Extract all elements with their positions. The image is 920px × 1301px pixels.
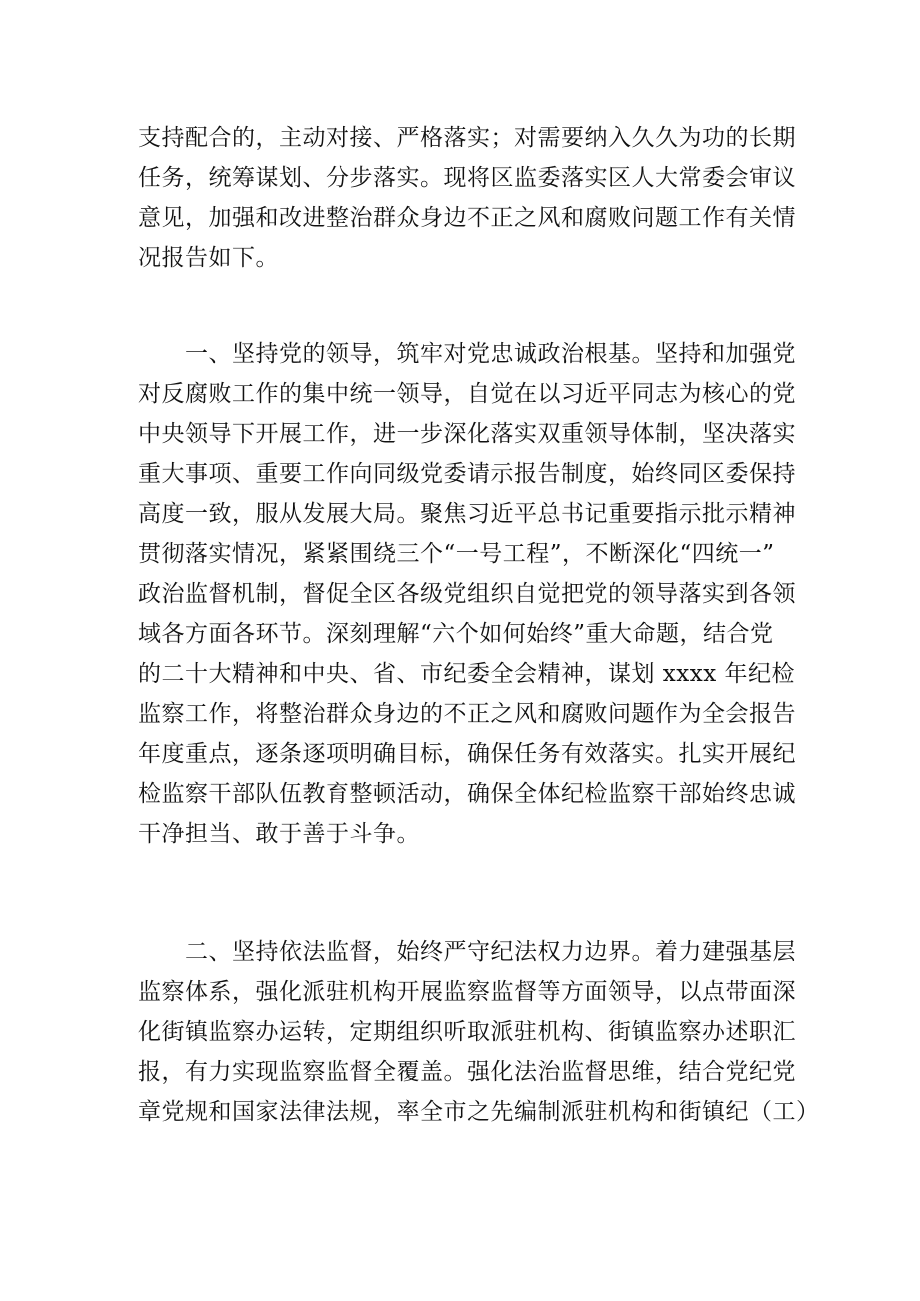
- text-line: 章党规和国家法律法规，率全市之先编制派驻机构和街镇纪（工）: [138, 1099, 820, 1125]
- text-line: 检监察干部队伍教育整顿活动，确保全体纪检监察干部始终忠诚: [138, 781, 796, 807]
- text-line: 对反腐败工作的集中统一领导，自觉在以习近平同志为核心的党: [138, 381, 796, 407]
- text-line: 干净担当、敢于善于斗争。: [138, 821, 420, 847]
- text-line: 域各方面各环节。深刻理解“六个如何始终”重大命题，结合党: [138, 621, 774, 647]
- text-line: 报，有力实现监察监督全覆盖。强化法治监督思维，结合党纪党: [138, 1059, 796, 1085]
- text-line: 化街镇监察办运转，定期组织听取派驻机构、街镇监察办述职汇: [138, 1019, 796, 1045]
- text-line: 年度重点，逐条逐项明确目标，确保任务有效落实。扎实开展纪: [138, 741, 796, 767]
- text-line: 高度一致，服从发展大局。聚焦习近平总书记重要指示批示精神: [138, 501, 796, 527]
- text-line: 重大事项、重要工作向同级党委请示报告制度，始终同区委保持: [138, 461, 796, 487]
- text-line: 监察体系，强化派驻机构开展监察监督等方面领导，以点带面深: [138, 979, 796, 1005]
- paragraph-section-one: [138, 334, 798, 854]
- paragraph-continuation: [138, 118, 798, 278]
- text-line: 况报告如下。: [138, 245, 279, 271]
- text-line: 监察工作，将整治群众身边的不正之风和腐败问题作为全会报告: [138, 701, 796, 727]
- paragraph-section-two: [138, 932, 820, 1132]
- text-line: 意见，加强和改进整治群众身边不正之风和腐败问题工作有关情: [138, 205, 796, 231]
- text-line: 任务，统筹谋划、分步落实。现将区监委落实区人大常委会审议: [138, 165, 796, 191]
- section-heading-line: 二、坚持依法监督，始终严守纪法权力边界。着力建强基层: [185, 939, 796, 965]
- section-heading-line: 一、坚持党的领导，筑牢对党忠诚政治根基。坚持和加强党: [185, 341, 796, 367]
- text-line: 贯彻落实情况，紧紧围绕三个“一号工程”，不断深化“四统一”: [138, 541, 775, 567]
- text-line: 的二十大精神和中央、省、市纪委全会精神，谋划 xxxx 年纪检: [138, 661, 796, 687]
- text-line: 中央领导下开展工作，进一步深化落实双重领导体制，坚决落实: [138, 421, 796, 447]
- text-line: 支持配合的，主动对接、严格落实；对需要纳入久久为功的长期: [138, 125, 796, 151]
- text-line: 政治监督机制，督促全区各级党组织自觉把党的领导落实到各领: [138, 581, 796, 607]
